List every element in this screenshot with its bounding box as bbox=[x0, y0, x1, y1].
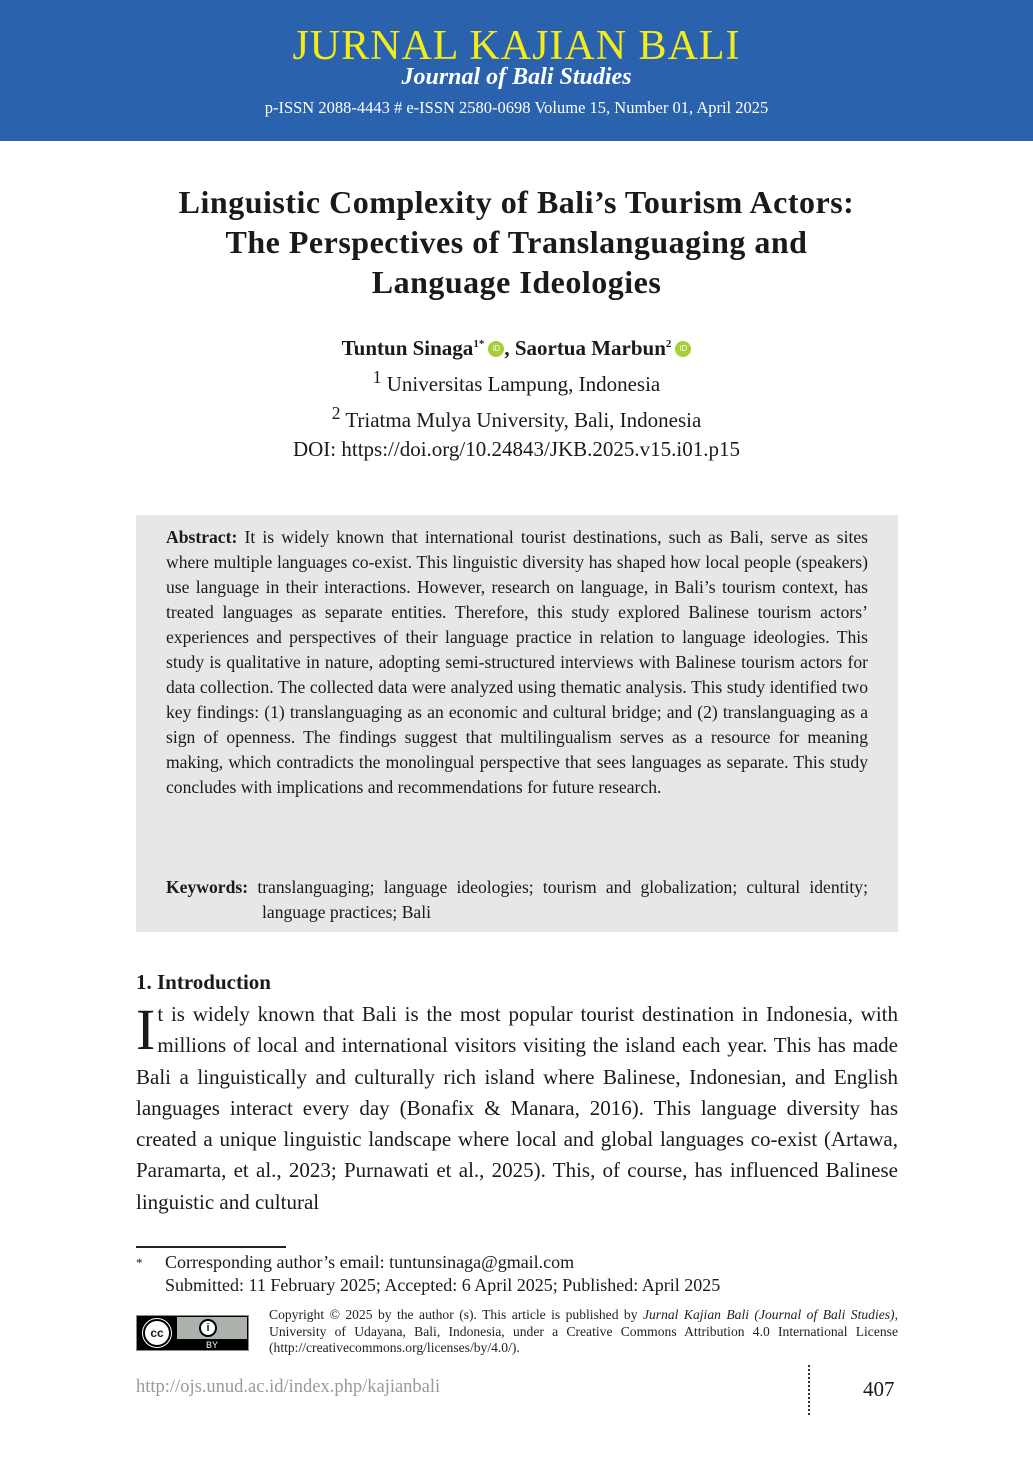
journal-url[interactable]: http://ojs.unud.ac.id/index.php/kajianbali bbox=[136, 1377, 441, 1397]
submission-dates: Submitted: 11 February 2025; Accepted: 6 April 2025; Published: April 2025 bbox=[165, 1275, 721, 1295]
title-line: The Perspectives of Translanguaging and bbox=[225, 224, 808, 260]
abstract-box bbox=[136, 515, 898, 932]
journal-subtitle: Journal of Bali Studies bbox=[401, 64, 632, 90]
attribution-icon: i bbox=[199, 1319, 217, 1337]
copyright-text: Copyright © 2025 by the author (s). This article is published by bbox=[269, 1307, 643, 1322]
drop-cap: I bbox=[136, 997, 156, 1062]
author-name: Saortua Marbun bbox=[514, 336, 666, 360]
author-name: Tuntun Sinaga bbox=[341, 336, 474, 360]
affiliation-sup: 2 bbox=[331, 403, 341, 423]
footnote-divider bbox=[136, 1246, 286, 1248]
author-block bbox=[0, 330, 1033, 464]
page-number: 407 bbox=[863, 1377, 895, 1401]
abstract-text: It is widely known that international tourist destinations, such as Bali, serve as sites where multiple languages co-exist. This linguistic diversity has shaped how local people (speakers) use language in their interactions. However, research on language, in Bali’s tourism context, has treated languages as separate entities. Therefore, this study explored Balinese tourism actors’ experiences and perspectives of their language practice in relation to language ideologies. This study is qualitative in nature, adopting semi-structured interviews with Balinese tourism actors for data collection. The collected data were analyzed using thematic analysis. This study identified two key findings: (1) translanguaging as an economic and cultural bridge; and (2) translanguaging as a sign of openness. The findings suggest that multilingualism serves as a resource for meaning making, which contradicts the monolingual perspective that sees languages as separate. This study concludes with implications and recommendations for future research. bbox=[166, 527, 869, 797]
introduction-paragraph bbox=[136, 999, 898, 1218]
title-line: Linguistic Complexity of Bali’s Tourism Actors: bbox=[178, 184, 855, 220]
author-list bbox=[0, 330, 1033, 363]
journal-name: JURNAL KAJIAN BALI bbox=[292, 23, 741, 69]
affiliation-text: Triatma Mulya University, Bali, Indonesia bbox=[345, 408, 702, 432]
keywords-label: Keywords: bbox=[166, 877, 249, 897]
affiliation-text: Universitas Lampung, Indonesia bbox=[386, 372, 661, 396]
doi-link[interactable]: DOI: https://doi.org/10.24843/JKB.2025.v15.i01.p15 bbox=[292, 437, 741, 461]
affiliation bbox=[0, 399, 1033, 435]
author-separator: , bbox=[504, 336, 515, 360]
keywords bbox=[166, 875, 868, 925]
abstract bbox=[166, 525, 868, 800]
cc-by-license-badge[interactable] bbox=[136, 1315, 249, 1351]
article-title bbox=[100, 182, 933, 302]
footnote-marker: * bbox=[136, 1255, 143, 1270]
affiliation bbox=[0, 363, 1033, 399]
keywords-text: translanguaging; language ideologies; tourism and globalization; cultural identity; language practices; Bali bbox=[257, 877, 868, 922]
title-line: Language Ideologies bbox=[371, 264, 662, 300]
corresponding-email: Corresponding author’s email: tuntunsinaga@gmail.com bbox=[165, 1252, 575, 1272]
affiliation-sup: 1 bbox=[372, 367, 382, 387]
orcid-icon[interactable]: iD bbox=[488, 341, 504, 357]
footer-divider bbox=[808, 1365, 810, 1415]
footnote bbox=[136, 1251, 720, 1297]
cc-icon: cc bbox=[143, 1319, 171, 1347]
orcid-icon[interactable]: iD bbox=[675, 341, 691, 357]
section-heading: 1. Introduction bbox=[136, 970, 271, 994]
author-sup: 1* bbox=[473, 338, 485, 350]
abstract-label: Abstract: bbox=[166, 527, 238, 547]
copyright-text: , University of Udayana, Bali, Indonesia, under a Creative Commons Attribution 4.0 International License (http://creativecommons.org/licenses/by/4.0/). bbox=[269, 1307, 898, 1355]
author-sup: 2 bbox=[665, 338, 672, 350]
copyright-notice bbox=[269, 1307, 898, 1357]
journal-header bbox=[0, 0, 1033, 141]
by-label: BY bbox=[205, 1340, 218, 1350]
introduction-text: t is widely known that Bali is the most popular tourist destination in Indonesia, with millions of local and international visitors visiting the island each year. This has made Bali a linguistically and culturally rich island where Balinese, Indonesian, and English languages interact every day (Bonafix & Manara, 2016). This language diversity has created a unique linguistic landscape where local and global languages co-exist (Artawa, Paramarta, et al., 2023; Purnawati et al., 2025). This, of course, has influenced Balinese linguistic and cultural bbox=[136, 1002, 898, 1214]
copyright-journal: Jurnal Kajian Bali (Journal of Bali Studies) bbox=[642, 1307, 895, 1322]
issn-line: p-ISSN 2088-4443 # e-ISSN 2580-0698 Volume 15, Number 01, April 2025 bbox=[264, 98, 769, 117]
